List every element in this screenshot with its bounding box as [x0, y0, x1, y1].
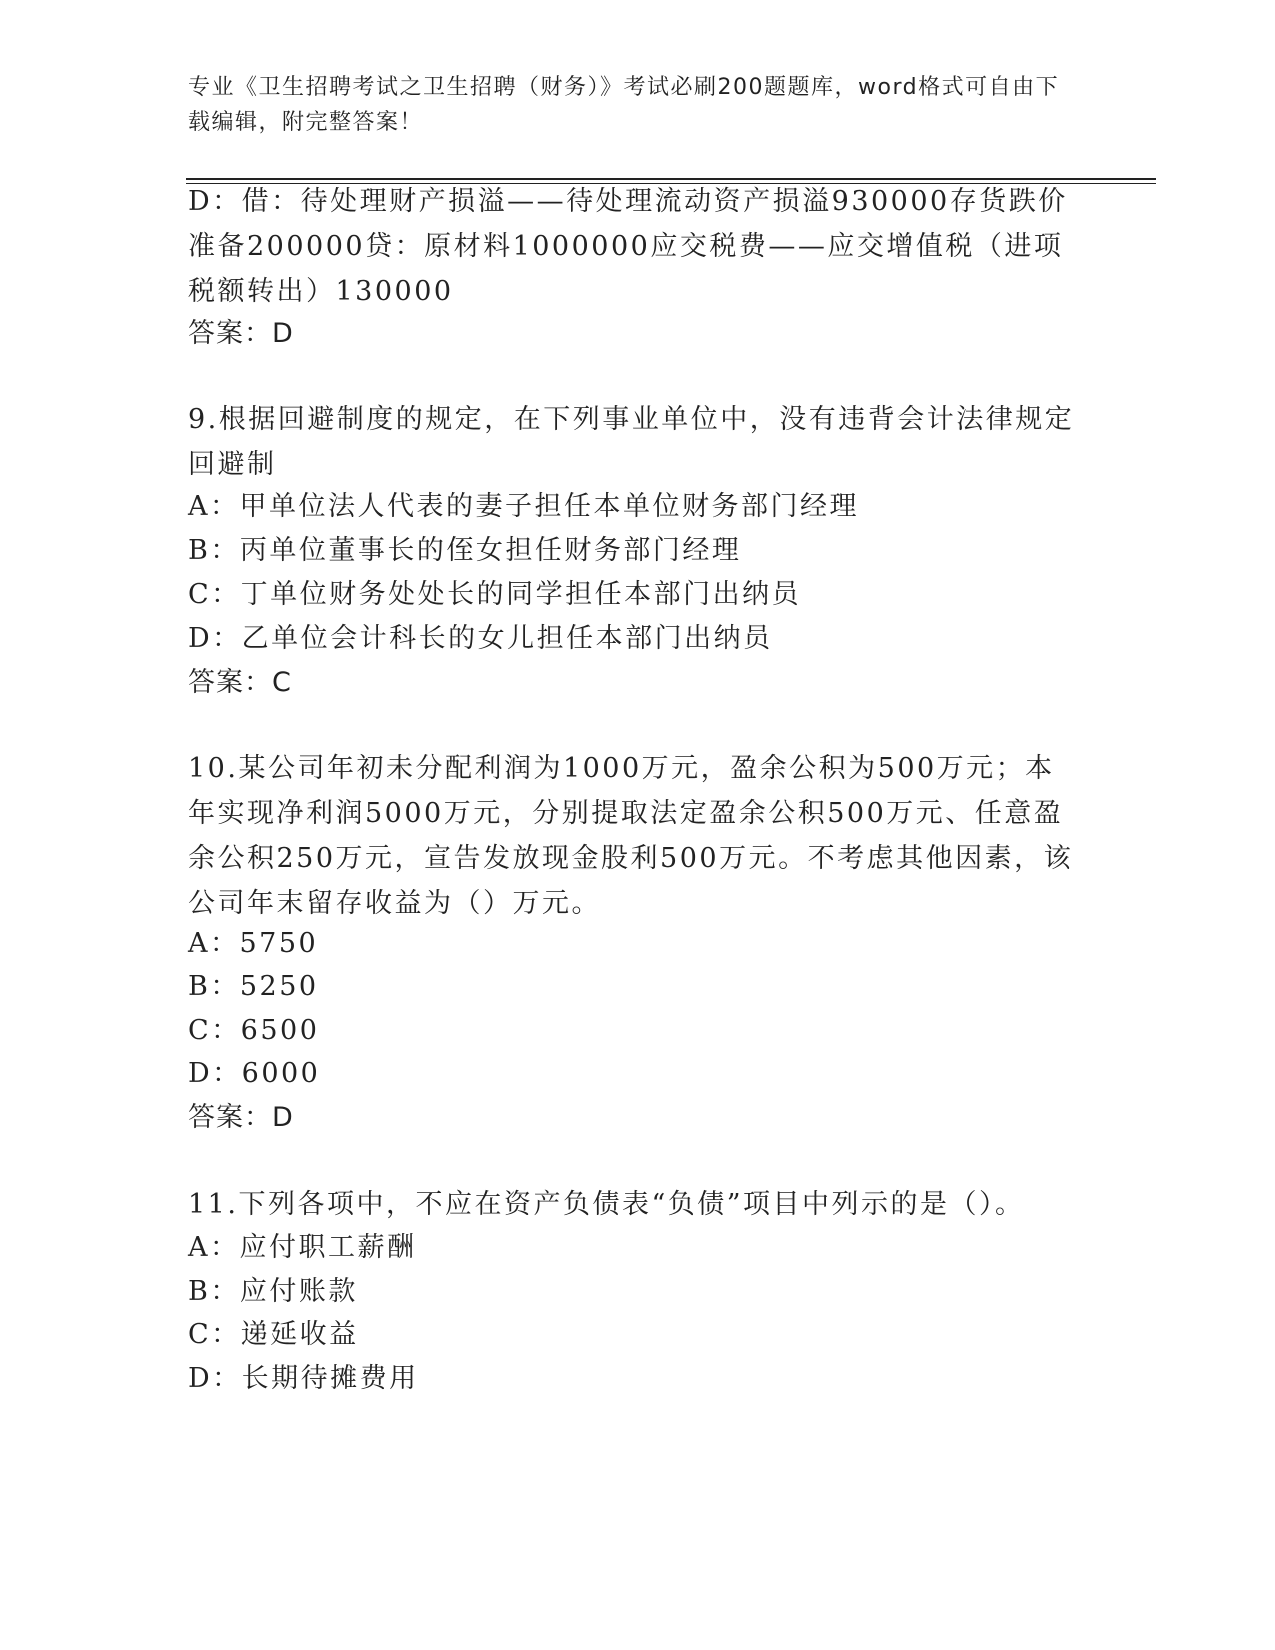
q9-option-d: D：乙单位会计科长的女儿担任本部门出纳员 — [188, 623, 773, 654]
q10-option-d: D：6000 — [188, 1058, 321, 1089]
q10-option-a: A：5750 — [188, 928, 319, 959]
q10-option-b: B：5250 — [188, 971, 319, 1002]
q9-question: 9.根据回避制度的规定，在下列事业单位中，没有违背会计法律规定回避制 — [188, 404, 1075, 480]
q10-question: 10.某公司年初未分配利润为1000万元，盈余公积为500万元；本年实现净利润5000万元，分别提取法定盈余公积500万元、任意盈余公积250万元，宣告发放现金股利500万元。不考虑其他因素，该公司年末留存收益为（）万元。 — [188, 753, 1074, 919]
q9-answer: 答案：C — [188, 667, 292, 698]
q11-question: 11.下列各项中，不应在资产负债表“负债”项目中列示的是（）。 — [188, 1189, 1025, 1220]
q11-option-b: B：应付账款 — [188, 1276, 358, 1307]
q9-option-b: B：丙单位董事长的侄女担任财务部门经理 — [188, 535, 742, 566]
q10-answer: 答案：D — [188, 1102, 294, 1133]
q11-option-d: D：长期待摊费用 — [188, 1363, 419, 1394]
page-header: 专业《卫生招聘考试之卫生招聘（财务）》考试必刷200题题库，word格式可自由下载编辑，附完整答案！ — [188, 75, 1060, 135]
q10-option-c: C：6500 — [188, 1015, 320, 1046]
q11-option-c: C：递延收益 — [188, 1319, 359, 1350]
q11-option-a: A：应付职工薪酬 — [188, 1232, 417, 1263]
q9-option-a: A：甲单位法人代表的妻子担任本单位财务部门经理 — [188, 491, 859, 522]
q9-option-c: C：丁单位财务处处长的同学担任本部门出纳员 — [188, 579, 802, 610]
q8-answer: 答案：D — [188, 318, 294, 349]
q8-option-d: D：借：待处理财产损溢——待处理流动资产损溢930000存货跌价准备200000贷：原材料1000000应交税费——应交增值税（进项税额转出）130000 — [188, 186, 1068, 307]
